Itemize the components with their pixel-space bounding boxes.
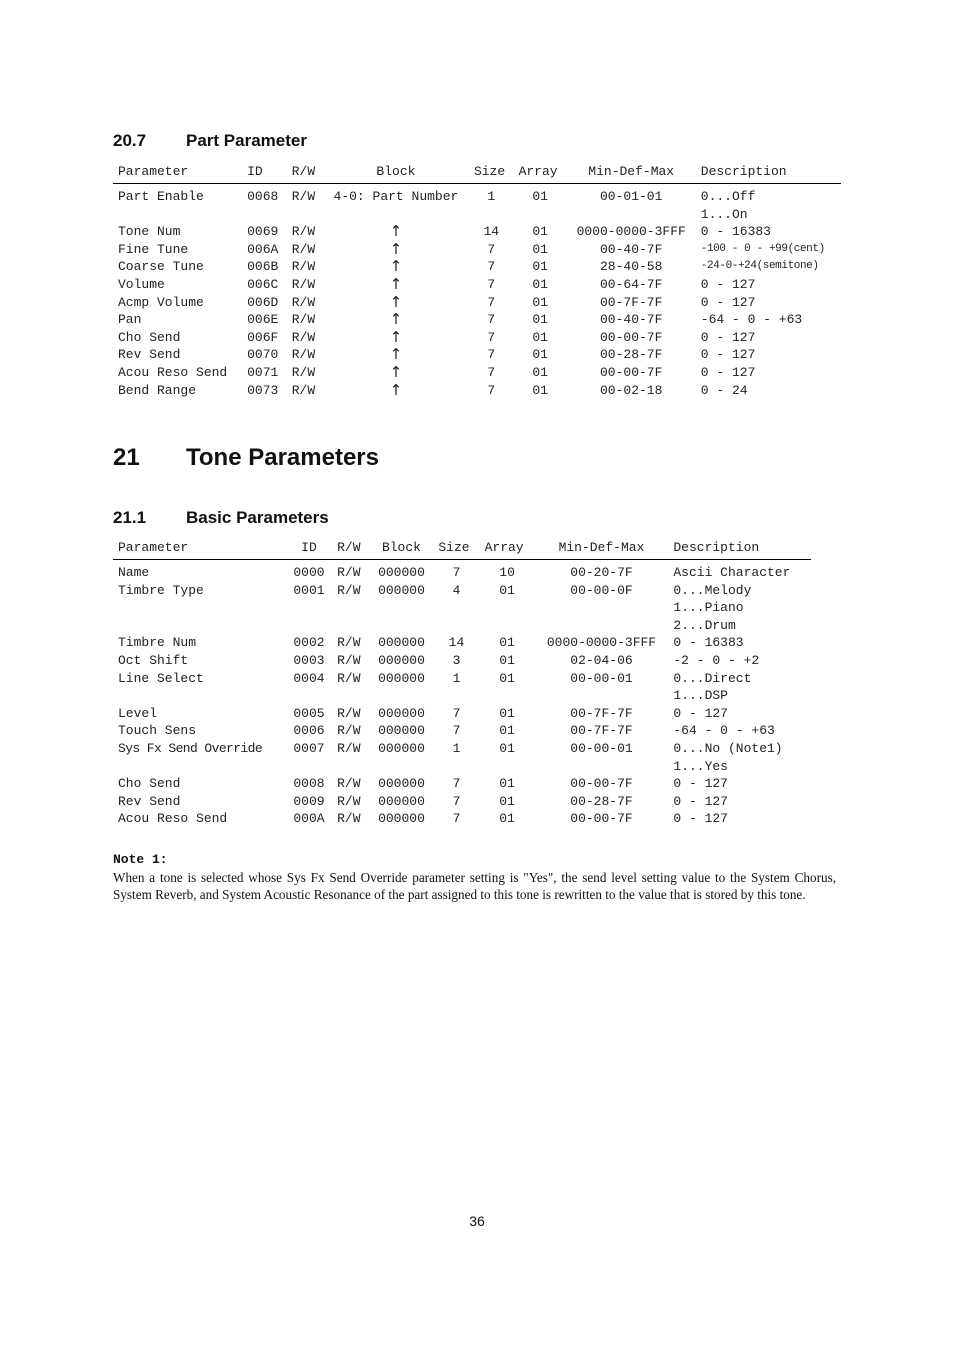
cell-id: 0001 [293, 582, 325, 598]
cell-rw: R/W [291, 294, 316, 310]
table-row [113, 294, 841, 312]
cell-min-def-max: 00-7F-7F [570, 705, 633, 721]
cell-array: 01 [532, 259, 548, 275]
cell-size: 14 [448, 635, 465, 651]
table-row [113, 184, 841, 224]
cell-id: 0068 [247, 189, 279, 204]
cell-min-def-max: 00-28-7F [600, 347, 663, 363]
basic-parameter-table [113, 536, 811, 828]
part-table-body [113, 184, 841, 400]
cell-size: 4 [452, 582, 461, 598]
cell-block: ↑ [389, 222, 403, 241]
cell-min-def-max: 00-40-7F [600, 241, 663, 257]
cell-block: 000000 [378, 811, 425, 827]
cell-id: 000A [293, 811, 325, 827]
cell-block: ↑ [389, 257, 403, 276]
cell-id: 0071 [247, 364, 279, 380]
header-description: Description [696, 160, 841, 184]
cell-parameter: Line Select [118, 670, 204, 686]
cell-parameter: Rev Send [118, 793, 181, 809]
table-row [113, 258, 841, 276]
description-line: 0 - 127 [700, 294, 756, 310]
cell-array: 01 [532, 347, 548, 363]
cell-rw: R/W [291, 364, 316, 380]
header-block: Block [370, 536, 434, 560]
cell-parameter: Cho Send [118, 329, 181, 345]
cell-block: 000000 [378, 793, 425, 809]
table-row [113, 223, 841, 241]
header-id: ID [286, 536, 332, 560]
description-line: -64 - 0 - +63 [673, 723, 775, 739]
cell-array: 01 [532, 189, 548, 204]
description-line: 0 - 127 [673, 705, 728, 721]
description-line: 0...Direct [673, 670, 752, 686]
cell-size: 7 [452, 565, 461, 580]
cell-block: ↑ [389, 327, 403, 346]
cell-min-def-max: 00-00-0F [570, 582, 633, 598]
description-line: -2 - 0 - +2 [673, 652, 760, 668]
table-row [113, 670, 811, 705]
table-row [113, 276, 841, 294]
cell-size: 3 [452, 652, 461, 668]
cell-description [696, 241, 841, 259]
cell-block: ↑ [389, 274, 403, 293]
cell-id: 0073 [247, 382, 279, 398]
description-line: 0 - 127 [673, 811, 728, 827]
cell-description [696, 294, 841, 312]
cell-block: 000000 [378, 776, 425, 792]
cell-description [668, 810, 811, 828]
cell-array: 01 [499, 635, 515, 651]
cell-id: 0002 [293, 635, 325, 651]
chapter-title: Tone Parameters [186, 444, 379, 471]
cell-description [696, 276, 841, 294]
cell-min-def-max: 00-28-7F [570, 793, 633, 809]
cell-parameter: Fine Tune [118, 241, 189, 257]
cell-rw: R/W [291, 189, 316, 204]
description-line: 0 - 127 [700, 347, 756, 363]
cell-rw: R/W [337, 793, 361, 809]
cell-rw: R/W [291, 276, 316, 292]
cell-block: 000000 [378, 582, 425, 598]
cell-size: 1 [487, 189, 496, 204]
cell-description [668, 722, 811, 740]
description-line: 0 - 127 [700, 364, 756, 380]
cell-rw: R/W [337, 652, 361, 668]
header-min-def-max: Min-Def-Max [535, 536, 669, 560]
cell-rw: R/W [337, 582, 361, 598]
cell-array: 01 [499, 793, 515, 809]
cell-size: 7 [487, 329, 496, 345]
cell-block: 000000 [378, 635, 425, 651]
cell-rw: R/W [291, 312, 316, 328]
description-line: 0 - 16383 [700, 224, 771, 240]
cell-size: 7 [487, 347, 496, 363]
cell-block: 000000 [378, 670, 425, 686]
cell-parameter: Bend Range [118, 382, 197, 398]
cell-array: 01 [499, 582, 515, 598]
cell-id: 006F [247, 329, 279, 345]
cell-min-def-max: 00-40-7F [600, 312, 663, 328]
table-header-row [113, 536, 811, 560]
cell-size: 1 [452, 740, 461, 756]
cell-size: 7 [452, 811, 461, 827]
cell-size: 7 [487, 364, 496, 380]
cell-id: 0009 [293, 793, 325, 809]
cell-parameter: Pan [118, 312, 142, 328]
cell-parameter: Part Enable [118, 189, 204, 204]
cell-parameter: Sys Fx Send Override [118, 740, 263, 756]
header-array: Array [514, 160, 567, 184]
table-row [113, 740, 811, 775]
cell-min-def-max: 00-64-7F [600, 276, 663, 292]
section-title: Part Parameter [186, 131, 307, 150]
cell-parameter: Acou Reso Send [118, 811, 228, 827]
cell-size: 7 [452, 723, 461, 739]
description-line: 0 - 127 [700, 329, 756, 345]
table-header-row [113, 160, 841, 184]
cell-rw: R/W [337, 670, 361, 686]
section-title: Basic Parameters [186, 508, 329, 527]
cell-block: 4-0: Part Number [333, 189, 459, 204]
cell-array: 01 [532, 294, 548, 310]
cell-rw: R/W [291, 259, 316, 275]
cell-array: 01 [532, 364, 548, 380]
cell-description [696, 329, 841, 347]
header-parameter: Parameter [113, 536, 286, 560]
table-row [113, 560, 811, 582]
cell-id: 0000 [293, 565, 325, 580]
cell-block: ↑ [389, 239, 403, 258]
cell-description [668, 793, 811, 811]
cell-description [696, 223, 841, 241]
cell-min-def-max: 0000-0000-3FFF [546, 635, 657, 651]
cell-id: 0006 [293, 723, 325, 739]
description-line: -100 - 0 - +99(cent) [700, 242, 825, 255]
header-parameter: Parameter [113, 160, 242, 184]
note-block [113, 851, 836, 904]
cell-array: 01 [499, 723, 515, 739]
cell-block: 000000 [378, 652, 425, 668]
description-line: -64 - 0 - +63 [700, 312, 803, 328]
cell-min-def-max: 00-7F-7F [570, 723, 633, 739]
cell-block: ↑ [389, 292, 403, 311]
section-heading-21-1 [113, 508, 329, 528]
cell-rw: R/W [337, 740, 361, 756]
cell-min-def-max: 00-00-7F [600, 329, 663, 345]
cell-min-def-max: 00-00-7F [570, 811, 633, 827]
cell-min-def-max: 00-00-7F [600, 364, 663, 380]
header-block: Block [323, 160, 469, 184]
table-row [113, 810, 811, 828]
cell-description [696, 382, 841, 400]
table-row [113, 311, 841, 329]
cell-rw: R/W [291, 241, 316, 257]
description-line: 0...Melody [673, 582, 752, 598]
table-row [113, 382, 841, 400]
note-text: When a tone is selected whose Sys Fx Send Override parameter setting is "Yes", the send level setting value to the System Chorus, System Reverb, and System Acoustic Resonance of the part assigned to this tone is rewritten to the value that is stored by this tone. [113, 869, 836, 903]
description-line: 0 - 16383 [673, 635, 744, 651]
header-size: Size [469, 160, 514, 184]
part-parameter-table [113, 160, 841, 399]
cell-min-def-max: 0000-0000-3FFF [576, 224, 686, 240]
cell-size: 7 [487, 259, 496, 275]
note-title: Note 1: [113, 852, 168, 867]
cell-description [668, 705, 811, 723]
cell-description [668, 582, 811, 635]
cell-rw: R/W [337, 811, 361, 827]
cell-array: 01 [532, 329, 548, 345]
description-line: 0 - 127 [673, 776, 728, 792]
cell-parameter: Acmp Volume [118, 294, 204, 310]
cell-parameter: Timbre Num [118, 635, 197, 651]
cell-size: 7 [487, 241, 496, 257]
header-id: ID [242, 160, 287, 184]
cell-size: 7 [487, 294, 496, 310]
cell-array: 01 [532, 312, 548, 328]
header-size: Size [433, 536, 479, 560]
cell-size: 7 [452, 793, 461, 809]
cell-array: 01 [499, 670, 515, 686]
cell-rw: R/W [291, 224, 316, 240]
description-line: 0...No (Note1) [673, 740, 783, 756]
cell-block: 000000 [378, 705, 425, 721]
cell-description [696, 364, 841, 382]
cell-array: 01 [532, 241, 548, 257]
cell-description [668, 775, 811, 793]
cell-id: 0007 [293, 740, 325, 756]
table-row [113, 705, 811, 723]
cell-description [668, 670, 811, 705]
description-line: 2...Drum [673, 617, 736, 633]
cell-min-def-max: 00-00-7F [570, 776, 633, 792]
table-row [113, 652, 811, 670]
cell-parameter: Tone Num [118, 224, 181, 240]
cell-parameter: Coarse Tune [118, 259, 204, 275]
cell-array: 01 [499, 776, 515, 792]
cell-parameter: Name [118, 565, 150, 580]
cell-parameter: Rev Send [118, 347, 181, 363]
cell-parameter: Touch Sens [118, 723, 197, 739]
cell-id: 006E [247, 312, 279, 328]
cell-id: 006B [247, 259, 279, 275]
cell-parameter: Oct Shift [118, 652, 189, 668]
header-array: Array [480, 536, 535, 560]
cell-description [668, 560, 811, 582]
cell-description [696, 346, 841, 364]
cell-size: 1 [452, 670, 461, 686]
cell-array: 01 [499, 740, 515, 756]
cell-id: 006D [247, 294, 279, 310]
table-row [113, 775, 811, 793]
cell-description [696, 311, 841, 329]
table-row [113, 241, 841, 259]
chapter-number: 21 [113, 444, 140, 471]
cell-rw: R/W [337, 705, 361, 721]
cell-array: 01 [532, 276, 548, 292]
description-line: 1...Piano [673, 600, 744, 616]
cell-block: ↑ [389, 362, 403, 381]
header-min-def-max: Min-Def-Max [567, 160, 696, 184]
cell-min-def-max: 00-7F-7F [600, 294, 663, 310]
table-row [113, 793, 811, 811]
cell-size: 7 [452, 776, 461, 792]
cell-min-def-max: 28-40-58 [600, 259, 663, 275]
description-line: -24-0-+24(semitone) [700, 260, 819, 273]
description-line: 0 - 127 [673, 793, 728, 809]
cell-parameter: Volume [118, 276, 165, 292]
cell-parameter: Cho Send [118, 776, 181, 792]
cell-size: 7 [487, 276, 496, 292]
header-description: Description [668, 536, 811, 560]
cell-id: 0070 [247, 347, 279, 363]
cell-rw: R/W [337, 565, 361, 580]
description-line: Ascii Character [673, 565, 791, 580]
cell-block: 000000 [378, 565, 425, 580]
table-row [113, 346, 841, 364]
description-line: 0...Off [700, 189, 756, 204]
description-line: 1...DSP [673, 688, 728, 704]
section-number: 21.1 [113, 508, 147, 527]
cell-id: 006C [247, 276, 279, 292]
cell-size: 7 [487, 312, 496, 328]
cell-rw: R/W [337, 723, 361, 739]
cell-id: 0069 [247, 224, 279, 240]
table-row [113, 634, 811, 652]
cell-size: 7 [452, 705, 461, 721]
cell-parameter: Timbre Type [118, 582, 204, 598]
section-heading-20-7 [113, 131, 307, 151]
cell-block: ↑ [389, 380, 403, 399]
table-row [113, 329, 841, 347]
cell-min-def-max: 00-02-18 [600, 382, 663, 398]
description-line: 0 - 24 [700, 382, 748, 398]
cell-rw: R/W [291, 329, 316, 345]
cell-description [696, 258, 841, 276]
cell-min-def-max: 00-20-7F [570, 565, 633, 580]
cell-block: ↑ [389, 345, 403, 364]
cell-block: 000000 [378, 723, 425, 739]
cell-parameter: Acou Reso Send [118, 364, 228, 380]
cell-id: 0003 [293, 652, 325, 668]
header-rw: R/W [287, 160, 323, 184]
cell-min-def-max: 02-04-06 [570, 652, 633, 668]
cell-array: 01 [532, 224, 548, 240]
cell-rw: R/W [291, 347, 316, 363]
cell-array: 01 [499, 705, 515, 721]
cell-size: 14 [483, 224, 500, 240]
description-line: 1...Yes [673, 758, 728, 774]
cell-description [668, 634, 811, 652]
cell-min-def-max: 00-01-01 [600, 189, 663, 204]
description-line: 0 - 127 [700, 276, 756, 292]
page-number: 36 [469, 1213, 485, 1229]
header-rw: R/W [332, 536, 369, 560]
cell-block: ↑ [389, 310, 403, 329]
cell-array: 01 [532, 382, 548, 398]
cell-description [668, 652, 811, 670]
cell-array: 10 [499, 565, 515, 580]
cell-min-def-max: 00-00-01 [570, 670, 633, 686]
chapter-heading-21 [113, 444, 379, 472]
cell-id: 006A [247, 241, 279, 257]
cell-id: 0004 [293, 670, 325, 686]
section-number: 20.7 [113, 131, 147, 150]
cell-block: 000000 [378, 740, 425, 756]
table-row [113, 582, 811, 635]
cell-description [696, 184, 841, 224]
description-line: 1...On [700, 206, 748, 222]
cell-size: 7 [487, 382, 496, 398]
table-row [113, 364, 841, 382]
cell-description [668, 740, 811, 775]
cell-id: 0008 [293, 776, 325, 792]
cell-min-def-max: 00-00-01 [570, 740, 633, 756]
table-row [113, 722, 811, 740]
cell-rw: R/W [337, 635, 361, 651]
cell-id: 0005 [293, 705, 325, 721]
cell-parameter: Level [118, 705, 158, 721]
cell-array: 01 [499, 652, 515, 668]
cell-array: 01 [499, 811, 515, 827]
basic-table-body [113, 560, 811, 828]
cell-rw: R/W [291, 382, 316, 398]
cell-rw: R/W [337, 776, 361, 792]
